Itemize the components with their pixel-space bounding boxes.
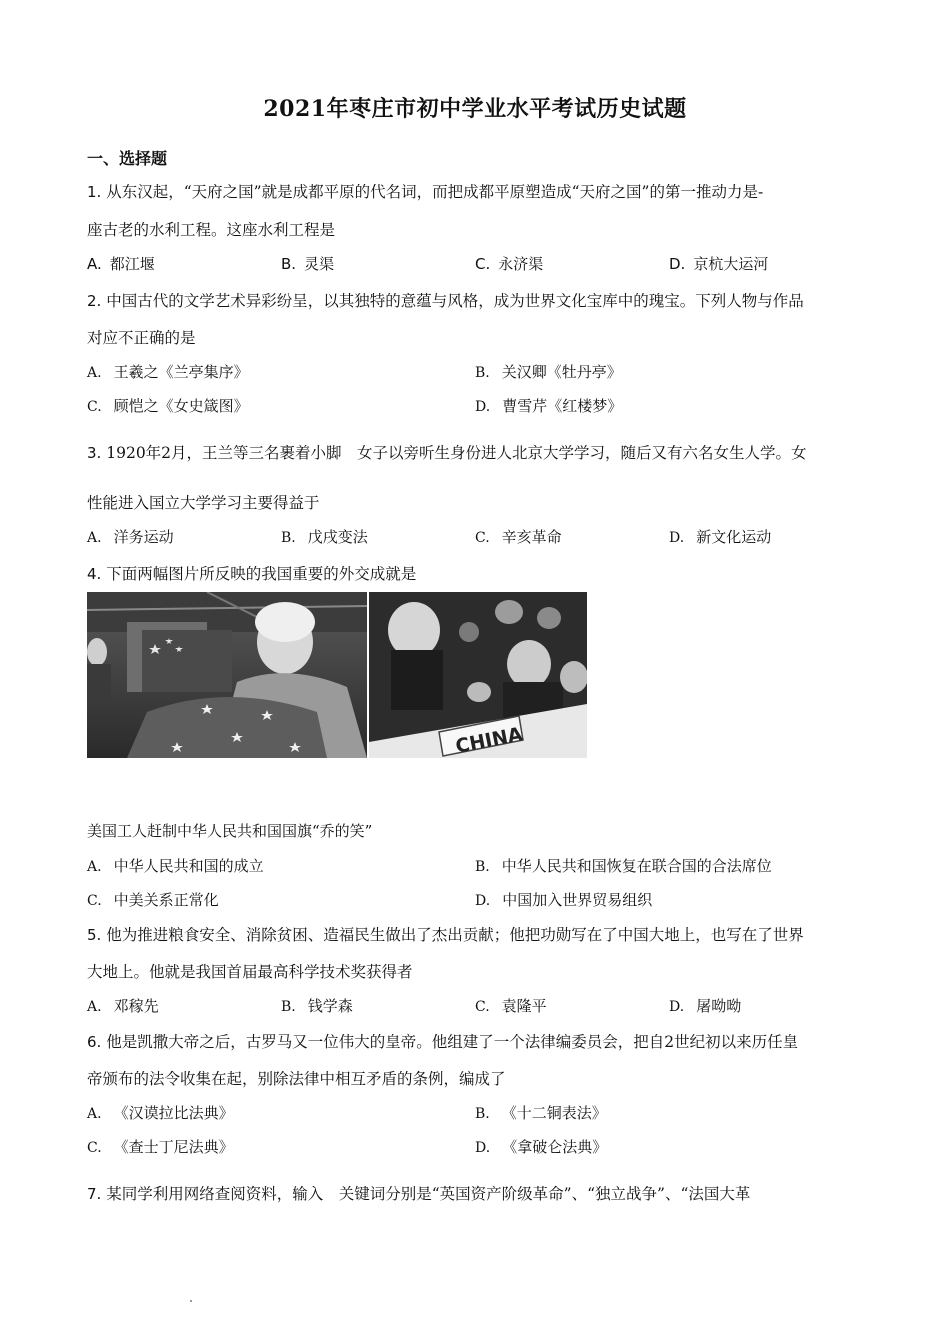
option-text: 《查士丁尼法典》 <box>113 1138 234 1156</box>
option-label: B. <box>475 365 490 381</box>
q4-option-c[interactable] <box>87 889 219 910</box>
option-text: 中华人民共和国恢复在联合国的合法席位 <box>501 857 772 875</box>
option-text: 《十二铜表法》 <box>501 1104 607 1122</box>
flag-sewing-image <box>87 592 367 758</box>
q6-option-d[interactable] <box>475 1136 607 1157</box>
option-label: B. <box>281 530 296 546</box>
option-text: 中华人民共和国的成立 <box>113 857 264 875</box>
q1-option-c[interactable] <box>475 253 543 274</box>
option-text: 曹雪芹《红楼梦》 <box>502 397 623 415</box>
question-7-text: 某同学利用网络查阅资料，输入 关键词分别是“英国资产阶级革命”、“独立战争”、“法国大革 <box>101 1185 751 1203</box>
photo-un-seat <box>369 592 587 758</box>
option-label: D. <box>475 893 491 909</box>
option-text: 王羲之《兰亭集序》 <box>113 363 249 381</box>
q2-option-a[interactable] <box>87 361 249 382</box>
photo-caption: 美国工人赶制中华人民共和国国旗“乔的笑” <box>87 822 373 840</box>
option-text: 《拿破仑法典》 <box>502 1138 608 1156</box>
question-5-line-1 <box>87 923 804 945</box>
option-label: C. <box>87 399 102 415</box>
option-text: 洋务运动 <box>113 528 174 546</box>
option-text: 永济渠 <box>498 255 544 273</box>
q4-option-d[interactable] <box>475 889 652 910</box>
question-4-line-1 <box>87 562 416 584</box>
option-text: 《汉谟拉比法典》 <box>113 1104 234 1122</box>
option-label: A. <box>87 530 102 546</box>
option-text: 顾恺之《女史箴图》 <box>113 397 249 415</box>
page-speck <box>190 1300 192 1302</box>
question-5-number: 5. <box>87 926 102 944</box>
question-2-line-1 <box>87 289 804 311</box>
option-text: 新文化运动 <box>696 528 772 546</box>
option-label: D. <box>475 1140 491 1156</box>
option-text: 中美关系正常化 <box>113 891 219 909</box>
q4-option-a[interactable] <box>87 855 264 876</box>
q2-option-c[interactable] <box>87 395 249 416</box>
q5-option-b[interactable] <box>281 995 353 1016</box>
option-label: B. <box>475 859 490 875</box>
option-text: 辛亥革命 <box>501 528 562 546</box>
option-label: A. <box>87 255 102 273</box>
option-text: 屠呦呦 <box>696 997 742 1015</box>
q6-option-a[interactable] <box>87 1102 234 1123</box>
section-heading: 一、选择题 <box>87 149 168 168</box>
question-1-number: 1. <box>87 183 102 201</box>
page-title: 2021年枣庄市初中学业水平考试历史试题 <box>263 96 687 122</box>
option-text: 戊戌变法 <box>307 528 368 546</box>
option-label: C. <box>475 530 490 546</box>
option-label: A. <box>87 859 102 875</box>
question-1-text: 从东汉起，“天府之国”就是成都平原的代名词，而把成都平原塑造成“天府之国”的第一推动力是- <box>101 183 764 201</box>
question-1-line-2: 座古老的水利工程。这座水利工程是 <box>87 221 336 239</box>
option-text: 都江堰 <box>109 255 155 273</box>
option-label: A. <box>87 1106 102 1122</box>
china-sign-text: CHINA <box>453 723 525 758</box>
option-label: C. <box>475 999 490 1015</box>
question-7-line-1 <box>87 1182 750 1204</box>
q5-option-c[interactable] <box>475 995 547 1016</box>
question-6-line-1 <box>87 1030 798 1052</box>
option-label: B. <box>281 255 297 273</box>
question-4-text: 下面两幅图片所反映的我国重要的外交成就是 <box>101 565 417 583</box>
q6-option-b[interactable] <box>475 1102 607 1123</box>
question-2-number: 2. <box>87 292 102 310</box>
question-7-number: 7. <box>87 1185 102 1203</box>
option-text: 灵渠 <box>304 255 335 273</box>
q3-option-b[interactable] <box>281 526 368 547</box>
question-3-line-1 <box>87 441 807 463</box>
option-label: B. <box>475 1106 490 1122</box>
option-text: 京杭大运河 <box>693 255 769 273</box>
option-label: A. <box>87 365 102 381</box>
option-label: C. <box>87 1140 102 1156</box>
option-text: 关汉卿《牡丹亭》 <box>501 363 622 381</box>
q2-option-b[interactable] <box>475 361 622 382</box>
question-6-text: 他是凯撒大帝之后，古罗马又一位伟大的皇帝。他组建了一个法律编委员会，把自2世纪初以来历任皇 <box>101 1033 799 1051</box>
question-5-line-2: 大地上。他就是我国首届最高科学技术奖获得者 <box>87 963 413 981</box>
q3-option-c[interactable] <box>475 526 562 547</box>
un-seat-image <box>369 592 587 758</box>
q4-option-b[interactable] <box>475 855 772 876</box>
option-label: A. <box>87 999 102 1015</box>
option-label: B. <box>281 999 296 1015</box>
question-1-line-1 <box>87 180 763 202</box>
option-text: 钱学森 <box>307 997 353 1015</box>
q5-option-a[interactable] <box>87 995 159 1016</box>
q1-option-b[interactable] <box>281 253 334 274</box>
option-text: 中国加入世界贸易组织 <box>502 891 653 909</box>
question-3-text: 1920年2月，王兰等三名裹着小脚 女子以旁听生身份进人北京大学学习，随后又有六名女生人学。女 <box>101 444 807 462</box>
photo-flag-sewing <box>87 592 367 758</box>
question-2-text: 中国古代的文学艺术异彩纷呈，以其独特的意蕴与风格，成为世界文化宝库中的瑰宝。下列人物与作品 <box>101 292 804 310</box>
option-label: D. <box>475 399 491 415</box>
question-3-number: 3. <box>87 444 102 462</box>
option-label: D. <box>669 255 686 273</box>
q5-option-d[interactable] <box>669 995 741 1016</box>
q3-option-a[interactable] <box>87 526 174 547</box>
question-5-text: 他为推进粮食安全、消除贫困、造福民生做出了杰出贡献；他把功勋写在了中国大地上，也写在了世界 <box>101 926 804 944</box>
question-6-line-2: 帝颁布的法令收集在起，别除法律中相互矛盾的条例，编成了 <box>87 1070 506 1088</box>
option-label: C. <box>87 893 102 909</box>
q1-option-a[interactable] <box>87 253 155 274</box>
question-4-number: 4. <box>87 565 102 583</box>
question-6-number: 6. <box>87 1033 102 1051</box>
question-2-line-2: 对应不正确的是 <box>87 329 196 347</box>
option-label: C. <box>475 255 491 273</box>
option-label: D. <box>669 530 685 546</box>
q2-option-d[interactable] <box>475 395 622 416</box>
option-text: 邓稼先 <box>113 997 159 1015</box>
q6-option-c[interactable] <box>87 1136 234 1157</box>
option-label: D. <box>669 999 685 1015</box>
option-text: 袁隆平 <box>501 997 547 1015</box>
question-3-line-2: 性能进入国立大学学习主要得益于 <box>87 494 320 512</box>
q3-option-d[interactable] <box>669 526 771 547</box>
q1-option-d[interactable] <box>669 253 768 274</box>
